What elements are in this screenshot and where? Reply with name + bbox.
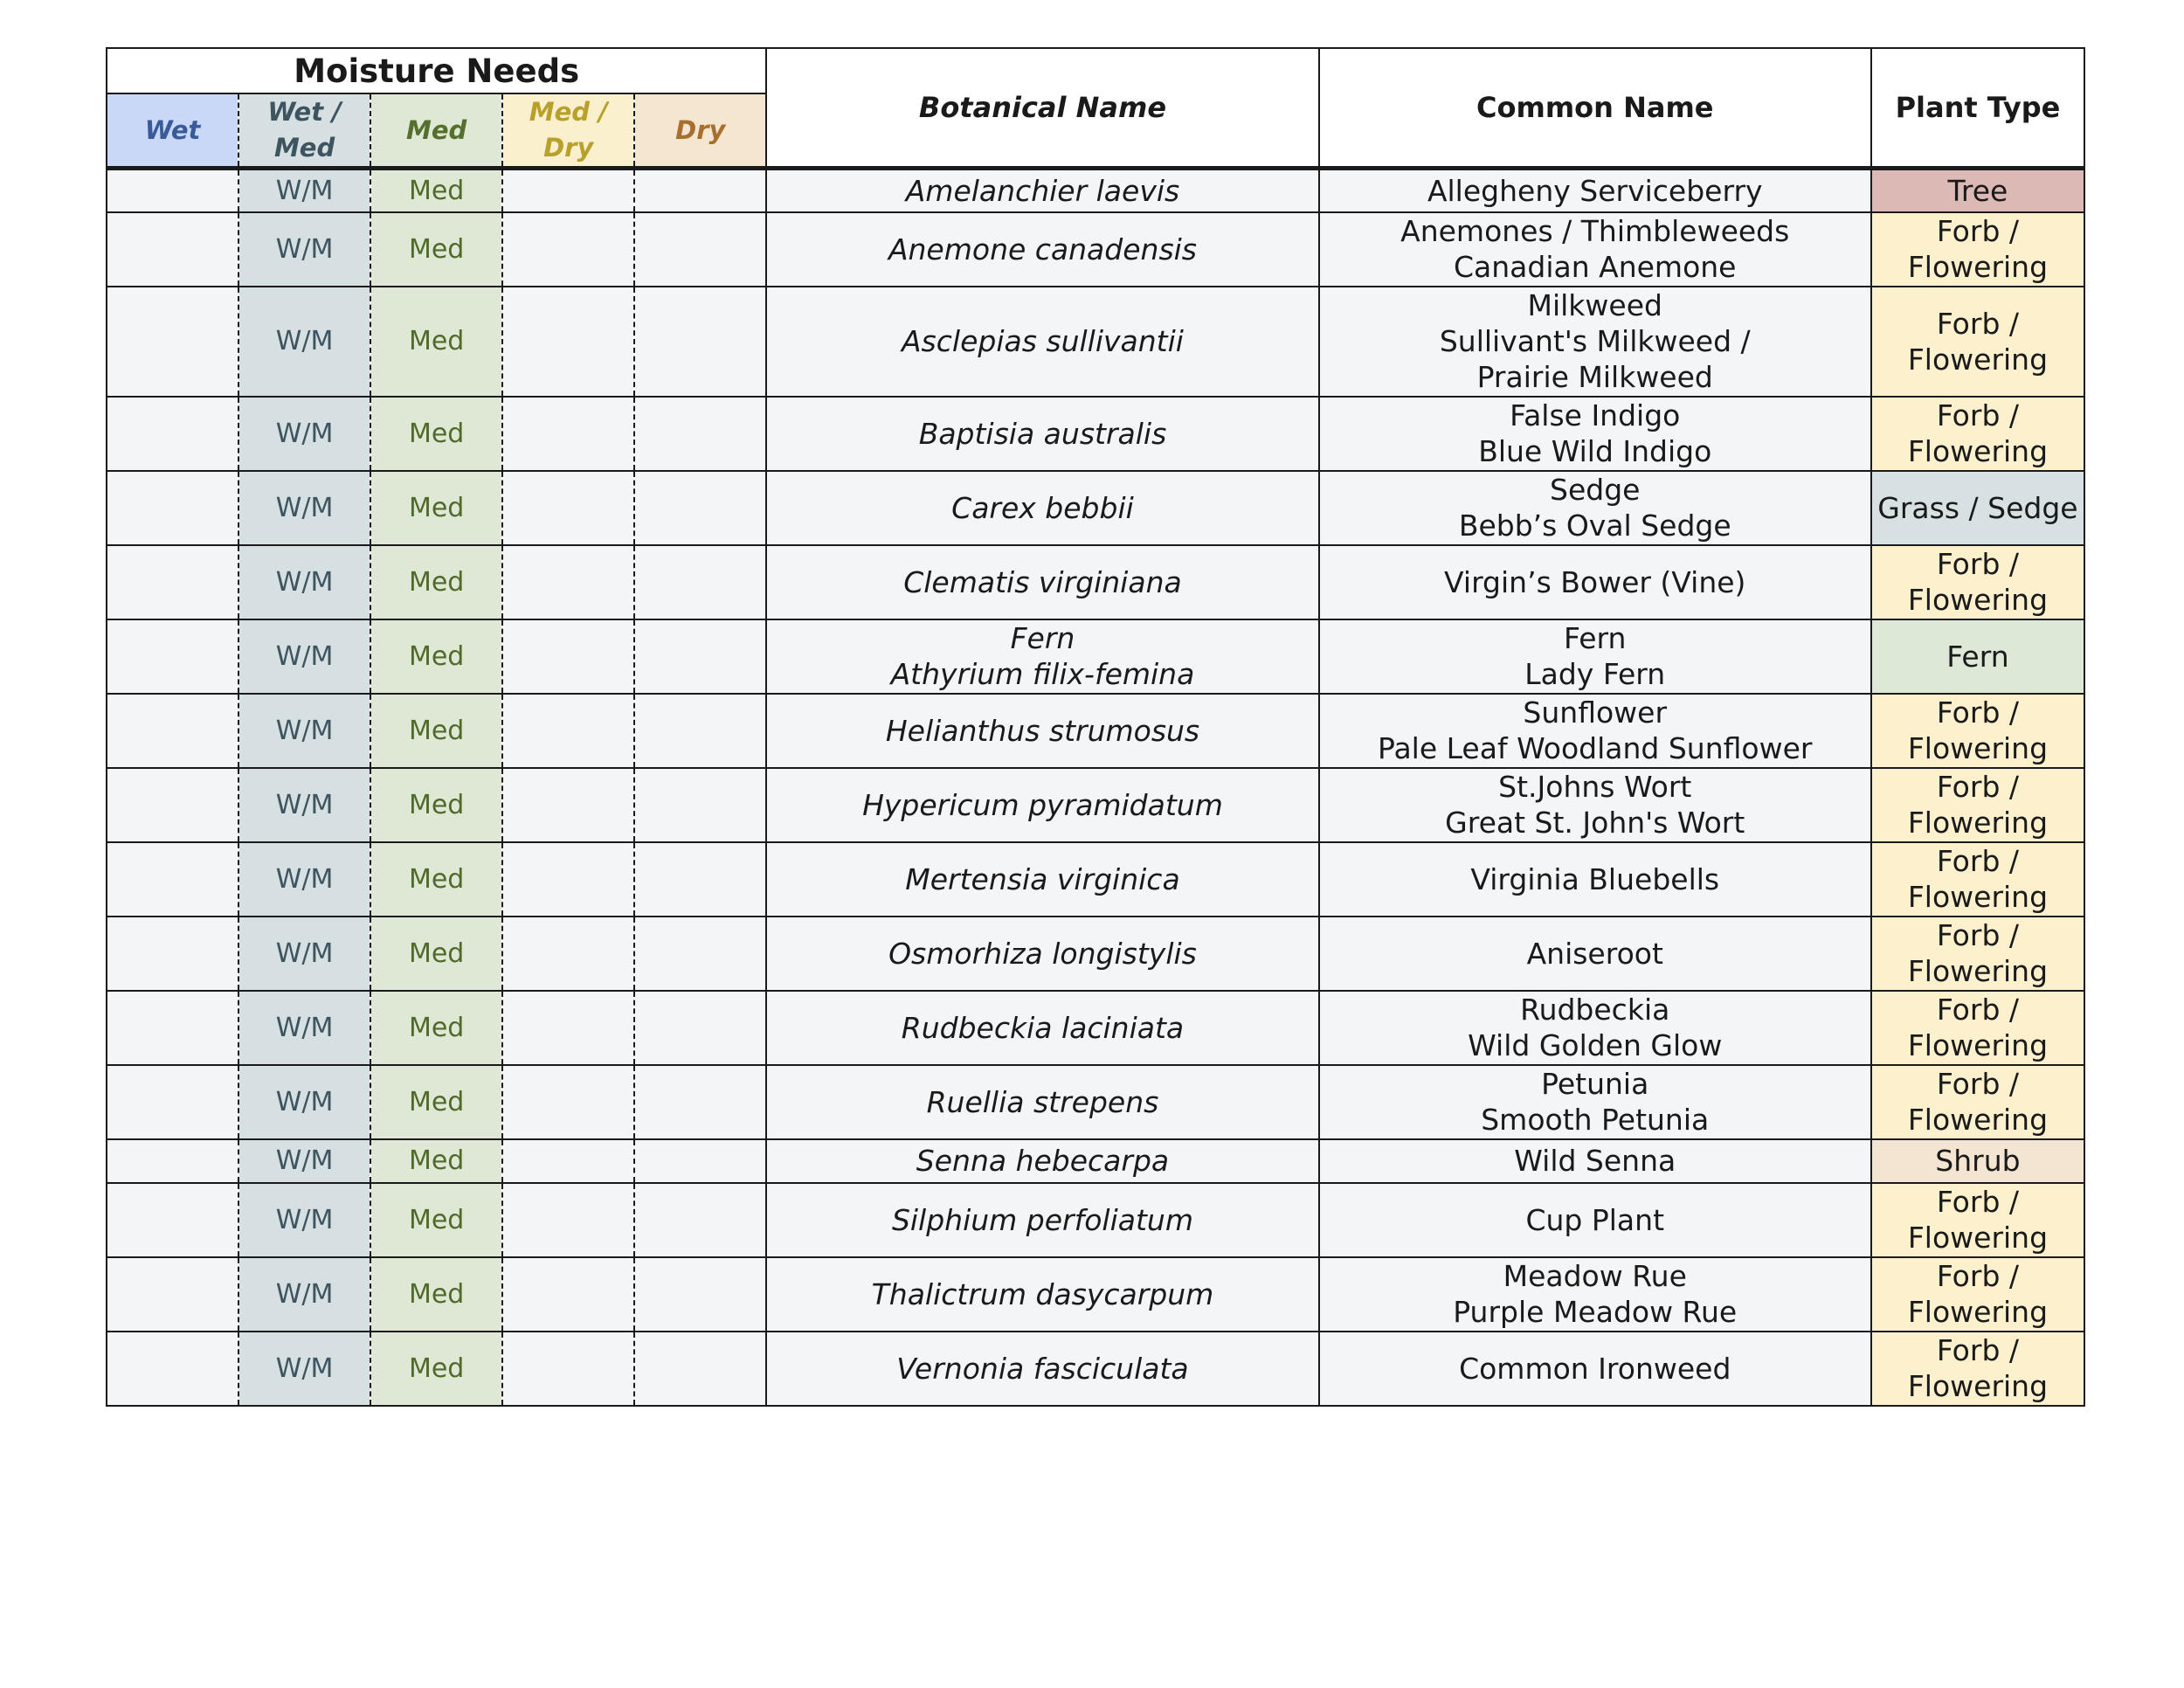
cell-wet	[107, 694, 238, 768]
cell-botanical-name	[766, 397, 1318, 471]
moisture-header-label: Med /	[529, 97, 608, 127]
cell-wet	[107, 1139, 238, 1183]
common-name-line: Virginia Bluebells	[1470, 861, 1720, 896]
moisture-header-label: Dry	[675, 114, 726, 145]
moisture-header-med	[370, 93, 502, 169]
cell-plant-type	[1871, 842, 2084, 917]
common-name-line: Wild Senna	[1514, 1144, 1676, 1178]
common-name-line: Great St. John's Wort	[1445, 806, 1745, 840]
cell-wet-med: W/M	[238, 1139, 370, 1183]
cell-dry	[634, 1139, 766, 1183]
cell-wet	[107, 768, 238, 842]
cell-dry	[634, 917, 766, 991]
cell-plant-type	[1871, 619, 2084, 694]
botanical-name-line: Mertensia virginica	[905, 861, 1180, 896]
cell-wet-med: W/M	[238, 842, 370, 917]
cell-botanical-name	[766, 1183, 1318, 1257]
cell-plant-type	[1871, 917, 2084, 991]
cell-botanical-name	[766, 471, 1318, 545]
cell-botanical-name	[766, 917, 1318, 991]
common-name-line: Smooth Petunia	[1481, 1103, 1710, 1137]
plant-type-line: Flowering	[1907, 342, 2049, 377]
plant-type-line: Flowering	[1907, 954, 2049, 988]
botanical-name-line: Athyrium filix-femina	[890, 657, 1195, 691]
cell-med-dry	[502, 212, 634, 287]
cell-plant-type	[1871, 768, 2084, 842]
plant-type-line: Forb /	[1936, 398, 2019, 432]
cell-wet	[107, 991, 238, 1065]
cell-med: Med	[370, 1257, 502, 1332]
cell-med: Med	[370, 694, 502, 768]
common-name-line: Milkweed	[1527, 288, 1662, 322]
table-row	[107, 397, 2084, 471]
moisture-header-label: Dry	[543, 133, 594, 163]
plant-type-line: Grass / Sedge	[1877, 490, 2078, 525]
common-name-line: Common Ironweed	[1459, 1351, 1731, 1386]
cell-wet-med: W/M	[238, 917, 370, 991]
cell-plant-type	[1871, 169, 2084, 212]
plant-type-line: Forb /	[1936, 1333, 2019, 1367]
common-name-line: Rudbeckia	[1520, 993, 1670, 1027]
common-name-line: Sunflower	[1523, 695, 1668, 730]
moisture-header-wet-med	[238, 93, 370, 169]
plant-type-line: Flowering	[1907, 1221, 2049, 1255]
cell-plant-type	[1871, 471, 2084, 545]
cell-common-name	[1319, 1139, 1871, 1183]
plant-type-line: Flowering	[1907, 250, 2049, 284]
cell-wet-med: W/M	[238, 1183, 370, 1257]
cell-wet	[107, 917, 238, 991]
plant-type-line: Forb /	[1936, 695, 2019, 730]
cell-botanical-name	[766, 545, 1318, 619]
cell-wet	[107, 1257, 238, 1332]
cell-dry	[634, 287, 766, 397]
plant-type-line: Forb /	[1936, 306, 2019, 341]
cell-med-dry	[502, 1257, 634, 1332]
cell-wet-med: W/M	[238, 1332, 370, 1406]
cell-botanical-name	[766, 1139, 1318, 1183]
common-name-line: Blue Wild Indigo	[1478, 434, 1712, 468]
botanical-name-line: Asclepias sullivantii	[901, 324, 1184, 358]
botanical-name-line: Carex bebbii	[951, 490, 1134, 525]
cell-dry	[634, 1065, 766, 1139]
cell-common-name	[1319, 1183, 1871, 1257]
cell-med-dry	[502, 842, 634, 917]
cell-wet	[107, 1183, 238, 1257]
common-name-line: Petunia	[1541, 1067, 1649, 1101]
common-name-line: Anemones / Thimbleweeds	[1400, 214, 1790, 248]
botanical-name-line: Baptisia australis	[918, 416, 1167, 451]
cell-dry	[634, 471, 766, 545]
plant-type-header: Plant Type	[1871, 48, 2084, 169]
cell-wet	[107, 287, 238, 397]
common-name-line: Sullivant's Milkweed /	[1439, 324, 1751, 358]
cell-med-dry	[502, 471, 634, 545]
plant-type-line: Flowering	[1907, 583, 2049, 617]
botanical-name-line: Ruellia strepens	[926, 1084, 1159, 1119]
cell-plant-type	[1871, 287, 2084, 397]
cell-med: Med	[370, 471, 502, 545]
botanical-name-line: Amelanchier laevis	[905, 173, 1180, 208]
cell-med: Med	[370, 991, 502, 1065]
plant-type-line: Flowering	[1907, 731, 2049, 765]
common-name-line: Virgin’s Bower (Vine)	[1444, 564, 1746, 599]
cell-dry	[634, 1183, 766, 1257]
cell-med: Med	[370, 917, 502, 991]
table-row	[107, 1139, 2084, 1183]
table-row	[107, 169, 2084, 212]
cell-wet	[107, 169, 238, 212]
cell-plant-type	[1871, 1065, 2084, 1139]
common-name-line: St.Johns Wort	[1498, 770, 1692, 804]
cell-wet	[107, 471, 238, 545]
moisture-header-label: Wet /	[267, 97, 342, 127]
table-row	[107, 1183, 2084, 1257]
plant-moisture-table	[106, 47, 2085, 1407]
plant-type-line: Flowering	[1907, 880, 2049, 914]
table-row	[107, 545, 2084, 619]
table-row	[107, 917, 2084, 991]
cell-med: Med	[370, 397, 502, 471]
cell-med-dry	[502, 1139, 634, 1183]
cell-med-dry	[502, 1183, 634, 1257]
cell-wet-med: W/M	[238, 287, 370, 397]
cell-botanical-name	[766, 1065, 1318, 1139]
cell-med-dry	[502, 169, 634, 212]
cell-wet-med: W/M	[238, 991, 370, 1065]
cell-med: Med	[370, 169, 502, 212]
plant-type-line: Fern	[1946, 639, 2009, 674]
cell-wet	[107, 842, 238, 917]
botanical-name-line: Hypericum pyramidatum	[862, 787, 1223, 822]
moisture-header-label: Wet	[144, 114, 201, 145]
plant-type-line: Flowering	[1907, 806, 2049, 840]
moisture-header-label: Med	[273, 133, 335, 163]
botanical-name-line: Thalictrum dasycarpum	[871, 1276, 1214, 1311]
botanical-name-line: Silphium perfoliatum	[891, 1202, 1193, 1237]
plant-type-line: Flowering	[1907, 434, 2049, 468]
botanical-name-line: Osmorhiza longistylis	[888, 936, 1197, 971]
cell-common-name	[1319, 694, 1871, 768]
cell-botanical-name	[766, 287, 1318, 397]
plant-type-line: Forb /	[1936, 770, 2019, 804]
cell-plant-type	[1871, 1332, 2084, 1406]
common-name-line: False Indigo	[1510, 398, 1681, 432]
cell-wet	[107, 1065, 238, 1139]
cell-dry	[634, 1257, 766, 1332]
cell-plant-type	[1871, 545, 2084, 619]
cell-plant-type	[1871, 694, 2084, 768]
cell-med-dry	[502, 545, 634, 619]
cell-med-dry	[502, 991, 634, 1065]
cell-common-name	[1319, 1332, 1871, 1406]
cell-med-dry	[502, 768, 634, 842]
moisture-header-label: Med	[406, 114, 467, 145]
cell-plant-type	[1871, 397, 2084, 471]
common-name-line: Fern	[1564, 621, 1627, 655]
botanical-name-line: Anemone canadensis	[888, 232, 1197, 266]
common-name-line: Allegheny Serviceberry	[1427, 173, 1763, 208]
cell-botanical-name	[766, 169, 1318, 212]
cell-wet-med: W/M	[238, 1257, 370, 1332]
cell-dry	[634, 212, 766, 287]
plant-type-line: Flowering	[1907, 1295, 2049, 1329]
plant-type-line: Forb /	[1936, 1067, 2019, 1101]
cell-med: Med	[370, 619, 502, 694]
cell-wet-med: W/M	[238, 619, 370, 694]
cell-med-dry	[502, 694, 634, 768]
cell-med-dry	[502, 287, 634, 397]
cell-botanical-name	[766, 768, 1318, 842]
cell-wet	[107, 212, 238, 287]
cell-common-name	[1319, 991, 1871, 1065]
cell-med: Med	[370, 1065, 502, 1139]
plant-type-line: Forb /	[1936, 918, 2019, 952]
cell-med-dry	[502, 1332, 634, 1406]
moisture-header-dry	[634, 93, 766, 169]
common-name-line: Meadow Rue	[1503, 1259, 1687, 1293]
cell-botanical-name	[766, 1332, 1318, 1406]
cell-common-name	[1319, 397, 1871, 471]
cell-dry	[634, 545, 766, 619]
plant-rows	[107, 169, 2084, 1406]
common-name-line: Lady Fern	[1524, 657, 1666, 691]
cell-wet-med: W/M	[238, 694, 370, 768]
moisture-header-wet	[107, 93, 238, 169]
table-row	[107, 212, 2084, 287]
botanical-name-line: Rudbeckia laciniata	[901, 1010, 1185, 1045]
cell-dry	[634, 991, 766, 1065]
botanical-name-line: Helianthus strumosus	[885, 713, 1200, 748]
cell-wet-med: W/M	[238, 212, 370, 287]
cell-med: Med	[370, 1332, 502, 1406]
common-name-line: Purple Meadow Rue	[1453, 1295, 1738, 1329]
cell-dry	[634, 694, 766, 768]
table-row	[107, 991, 2084, 1065]
cell-med: Med	[370, 1183, 502, 1257]
common-name-line: Bebb’s Oval Sedge	[1458, 508, 1731, 543]
cell-botanical-name	[766, 991, 1318, 1065]
cell-med: Med	[370, 545, 502, 619]
plant-type-line: Tree	[1947, 173, 2008, 208]
cell-botanical-name	[766, 1257, 1318, 1332]
cell-plant-type	[1871, 1257, 2084, 1332]
cell-wet-med: W/M	[238, 768, 370, 842]
common-name-line: Wild Golden Glow	[1468, 1028, 1723, 1062]
common-name-line: Sedge	[1550, 473, 1641, 507]
common-name-line: Prairie Milkweed	[1476, 360, 1713, 394]
cell-wet-med: W/M	[238, 1065, 370, 1139]
common-name-line: Cup Plant	[1525, 1202, 1665, 1237]
cell-common-name	[1319, 619, 1871, 694]
cell-med: Med	[370, 212, 502, 287]
cell-dry	[634, 397, 766, 471]
cell-med-dry	[502, 917, 634, 991]
cell-botanical-name	[766, 619, 1318, 694]
botanical-name-header: Botanical Name	[766, 48, 1318, 169]
cell-med-dry	[502, 1065, 634, 1139]
cell-dry	[634, 169, 766, 212]
common-name-line: Canadian Anemone	[1453, 250, 1737, 284]
plant-type-line: Forb /	[1936, 1185, 2019, 1219]
table-row	[107, 1065, 2084, 1139]
cell-common-name	[1319, 842, 1871, 917]
table-row	[107, 471, 2084, 545]
botanical-name-line: Fern	[1010, 621, 1075, 655]
cell-med: Med	[370, 1139, 502, 1183]
plant-type-line: Flowering	[1907, 1369, 2049, 1403]
header-row-top	[107, 48, 2084, 93]
table-row	[107, 1257, 2084, 1332]
plant-type-line: Flowering	[1907, 1028, 2049, 1062]
plant-type-line: Shrub	[1935, 1144, 2021, 1178]
plant-type-line: Forb /	[1936, 1259, 2019, 1293]
cell-common-name	[1319, 471, 1871, 545]
cell-botanical-name	[766, 694, 1318, 768]
common-name-header: Common Name	[1319, 48, 1871, 169]
cell-med-dry	[502, 397, 634, 471]
cell-common-name	[1319, 545, 1871, 619]
cell-common-name	[1319, 1257, 1871, 1332]
cell-wet-med: W/M	[238, 471, 370, 545]
table-row	[107, 287, 2084, 397]
cell-plant-type	[1871, 212, 2084, 287]
botanical-name-line: Vernonia fasciculata	[896, 1351, 1189, 1386]
cell-wet-med: W/M	[238, 169, 370, 212]
cell-common-name	[1319, 917, 1871, 991]
cell-wet	[107, 545, 238, 619]
table-row	[107, 694, 2084, 768]
cell-wet	[107, 619, 238, 694]
table-row	[107, 842, 2084, 917]
cell-common-name	[1319, 768, 1871, 842]
plant-type-line: Forb /	[1936, 547, 2019, 581]
cell-plant-type	[1871, 991, 2084, 1065]
cell-med: Med	[370, 842, 502, 917]
cell-med: Med	[370, 768, 502, 842]
table-row	[107, 1332, 2084, 1406]
botanical-name-line: Senna hebecarpa	[916, 1144, 1170, 1178]
plant-type-line: Forb /	[1936, 214, 2019, 248]
cell-common-name	[1319, 212, 1871, 287]
cell-common-name	[1319, 169, 1871, 212]
moisture-header-med-dry	[502, 93, 634, 169]
cell-med: Med	[370, 287, 502, 397]
cell-med-dry	[502, 619, 634, 694]
cell-plant-type	[1871, 1183, 2084, 1257]
cell-dry	[634, 1332, 766, 1406]
cell-common-name	[1319, 287, 1871, 397]
botanical-name-line: Clematis virginiana	[903, 564, 1182, 599]
table-row	[107, 619, 2084, 694]
plant-type-line: Forb /	[1936, 844, 2019, 878]
cell-botanical-name	[766, 212, 1318, 287]
cell-botanical-name	[766, 842, 1318, 917]
table-row	[107, 768, 2084, 842]
cell-plant-type	[1871, 1139, 2084, 1183]
cell-dry	[634, 768, 766, 842]
common-name-line: Pale Leaf Woodland Sunflower	[1378, 731, 1813, 765]
cell-wet-med: W/M	[238, 545, 370, 619]
plant-type-line: Flowering	[1907, 1103, 2049, 1137]
cell-wet	[107, 397, 238, 471]
cell-dry	[634, 842, 766, 917]
cell-common-name	[1319, 1065, 1871, 1139]
moisture-needs-title: Moisture Needs	[107, 48, 766, 93]
cell-dry	[634, 619, 766, 694]
common-name-line: Aniseroot	[1526, 936, 1663, 971]
cell-wet	[107, 1332, 238, 1406]
cell-wet-med: W/M	[238, 397, 370, 471]
plant-type-line: Forb /	[1936, 993, 2019, 1027]
